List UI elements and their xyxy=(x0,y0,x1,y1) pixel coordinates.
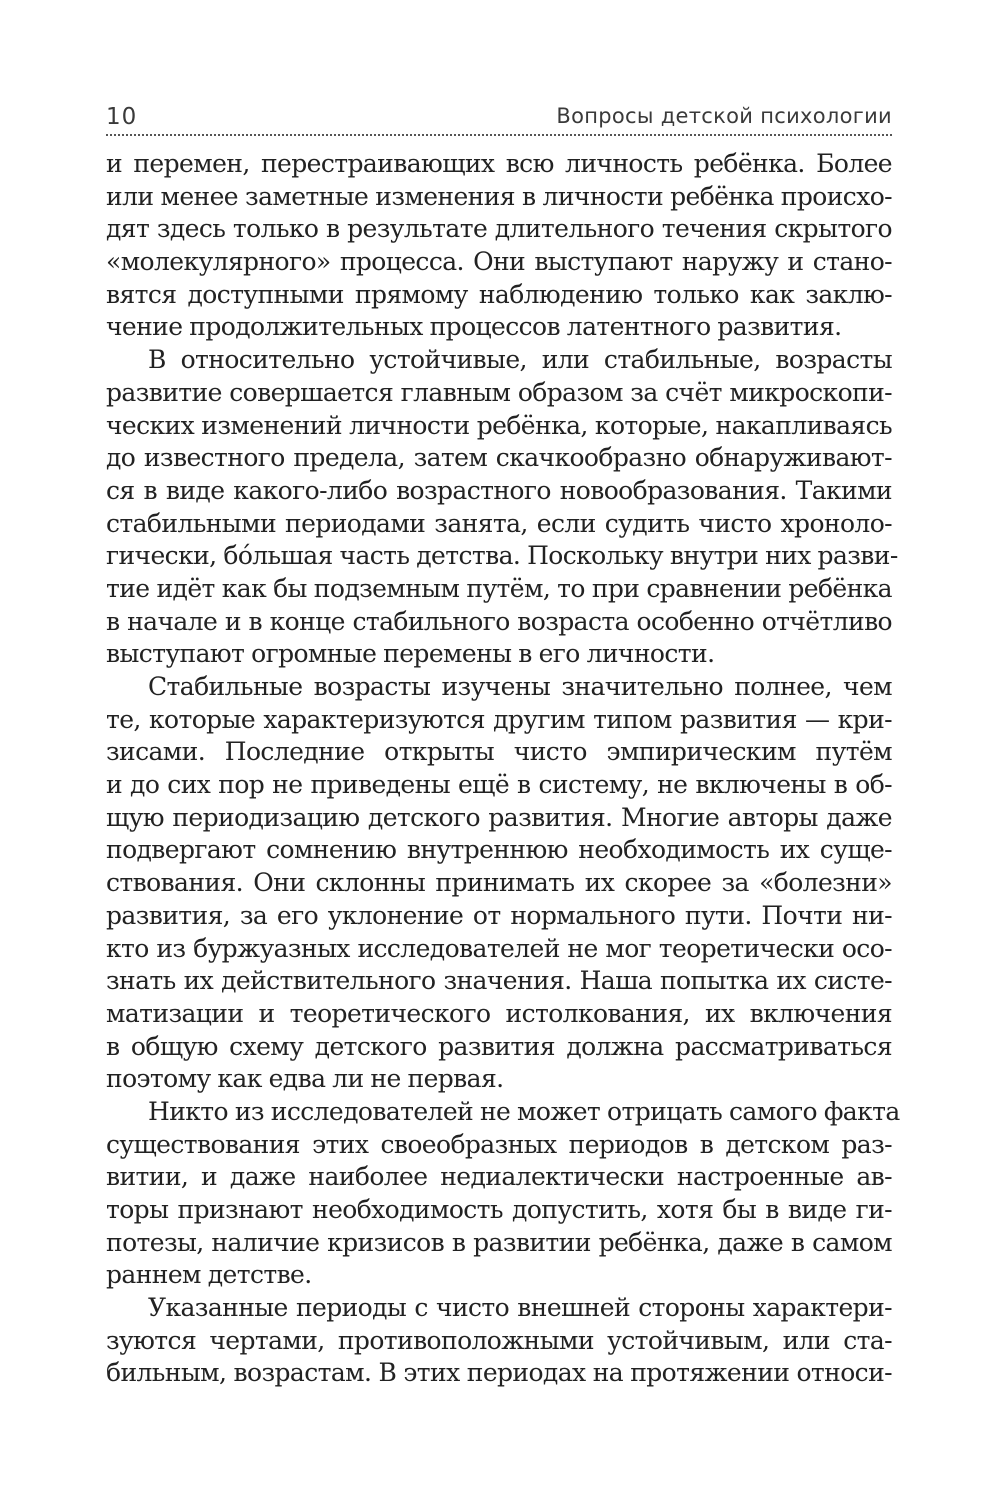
text-line: потезы, наличие кризисов в развитии ребёнка, даже в самом xyxy=(106,1227,892,1257)
running-title: Вопросы детской психологии xyxy=(556,104,892,128)
text-line: знать их действительного значения. Наша попытка их систе- xyxy=(106,966,892,996)
paragraph xyxy=(106,1096,900,1292)
text-line: гически, бóльшая часть детства. Поскольку внутри них разви- xyxy=(106,541,898,571)
text-line: и до сих пор не приведены ещё в систему, не включены в об- xyxy=(106,770,892,800)
text-line: те, которые характеризуются другим типом развития — кри- xyxy=(106,704,892,734)
text-line: ствования. Они склонны принимать их скорее за «болезни» xyxy=(106,868,892,898)
text-line: кто из буржуазных исследователей не мог теоретически осо- xyxy=(106,933,892,963)
text-line: зуются чертами, противоположными устойчивым, или ста- xyxy=(106,1325,892,1355)
page-number: 10 xyxy=(106,104,138,130)
text-line: бильным, возрастам. В этих периодах на протяжении относи- xyxy=(106,1358,892,1388)
text-line: Указанные периоды с чисто внешней стороны характери- xyxy=(148,1293,892,1323)
text-line: тие идёт как бы подземным путём, то при сравнении ребёнка xyxy=(106,573,892,603)
paragraph xyxy=(106,1292,892,1390)
body-text xyxy=(106,148,900,1390)
text-line: выступают огромные перемены в его личности. xyxy=(106,639,715,669)
text-line: щую периодизацию детского развития. Многие авторы даже xyxy=(106,802,892,832)
text-line: или менее заметные изменения в личности ребёнка происхо- xyxy=(106,181,892,211)
text-line: развитие совершается главным образом за счёт микроскопи- xyxy=(106,377,892,407)
text-line: и перемен, перестраивающих всю личность ребёнка. Более xyxy=(106,149,892,178)
text-line: Никто из исследователей не может отрицать самого факта xyxy=(148,1096,900,1126)
text-line: Стабильные возрасты изучены значительно полнее, чем xyxy=(148,672,892,701)
paragraph xyxy=(106,671,892,1096)
text-line: вятся доступными прямому наблюдению только как заклю- xyxy=(106,279,892,309)
paragraph xyxy=(106,344,898,671)
text-line: чение продолжительных процессов латентного развития. xyxy=(106,312,842,342)
text-line: витии, и даже наиболее недиалектически настроенные ав- xyxy=(106,1162,892,1192)
text-line: до известного предела, затем скачкообразно обнаруживают- xyxy=(106,443,892,473)
text-line: в начале и в конце стабильного возраста особенно отчётливо xyxy=(106,606,892,636)
header-dotted-rule xyxy=(106,134,892,136)
text-line: «молекулярного» процесса. Они выступают наружу и стано- xyxy=(106,247,892,277)
text-line: торы признают необходимость допустить, хотя бы в виде ги- xyxy=(106,1195,892,1224)
text-line: В относительно устойчивые, или стабильные, возрасты xyxy=(148,345,892,375)
text-line: матизации и теоретического истолкования, их включения xyxy=(106,998,892,1028)
text-line: подвергают сомнению внутреннюю необходимость их суще- xyxy=(106,835,892,865)
text-line: поэтому как едва ли не первая. xyxy=(106,1064,504,1094)
text-line: ческих изменений личности ребёнка, которые, накапливаясь xyxy=(106,410,892,440)
page-header xyxy=(106,98,892,138)
text-line: развития, за его уклонение от нормального пути. Почти ни- xyxy=(106,900,892,930)
text-line: раннем детстве. xyxy=(106,1260,312,1290)
text-line: в общую схему детского развития должна рассматриваться xyxy=(106,1031,892,1061)
text-line: ся в виде какого-либо возрастного новообразования. Такими xyxy=(106,475,892,505)
text-line: зисами. Последние открыты чисто эмпирическим путём xyxy=(106,737,892,767)
text-line: дят здесь только в результате длительного течения скрытого xyxy=(106,214,892,244)
text-line: стабильными периодами занята, если судить чисто хроноло- xyxy=(106,508,892,538)
paragraph xyxy=(106,148,892,344)
text-line: существования этих своеобразных периодов в детском раз- xyxy=(106,1129,892,1159)
